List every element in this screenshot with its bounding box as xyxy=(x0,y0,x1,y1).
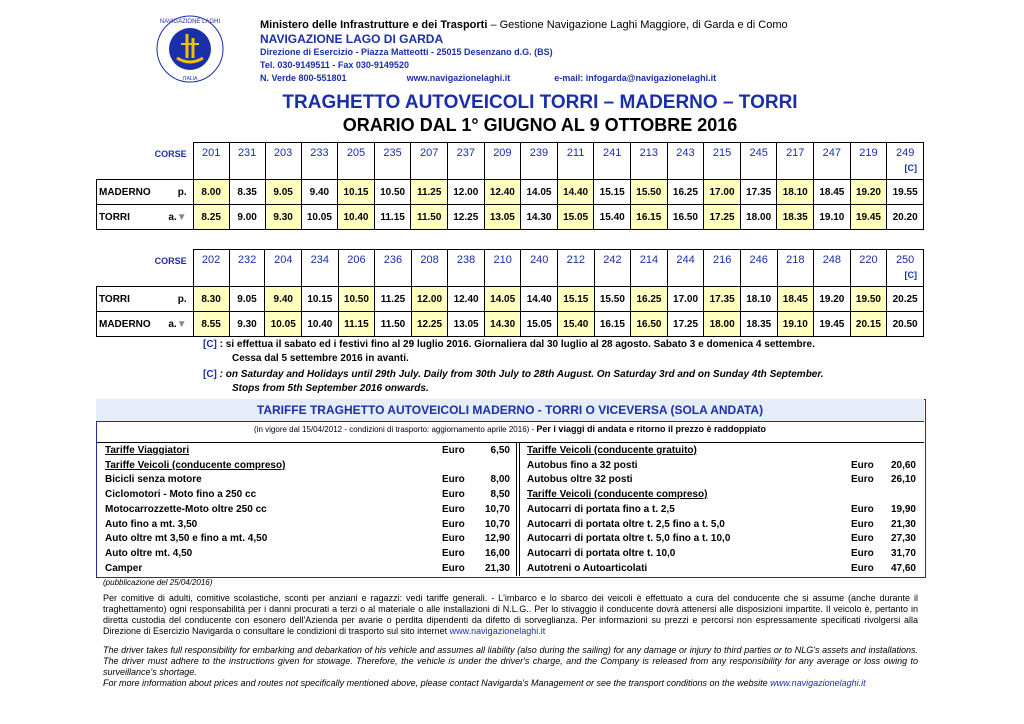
run-number: 250 xyxy=(895,254,915,266)
tariff-price: 20,60 xyxy=(890,459,916,471)
run-number: 217 xyxy=(777,143,814,180)
departure-time: 8.55 xyxy=(193,312,229,337)
tariff-title: TARIFFE TRAGHETTO AUTOVEICOLI MADERNO - TORRI O VICEVERSA (SOLA ANDATA) xyxy=(96,399,924,422)
tariff-label: Camper xyxy=(105,562,143,574)
run-note: [C] xyxy=(904,163,917,173)
departure-time: 18.45 xyxy=(777,287,814,312)
departure-time: 11.25 xyxy=(411,180,448,205)
arrow-down-icon: ▼ xyxy=(176,318,187,330)
run-number: 241 xyxy=(594,143,631,180)
run-number: 245 xyxy=(740,143,777,180)
departure-time: 11.15 xyxy=(338,312,375,337)
run-number: 216 xyxy=(704,250,741,287)
departure-time: 19.10 xyxy=(814,205,851,230)
tariff-label: Auto oltre mt. 4,50 xyxy=(105,547,193,559)
divider xyxy=(516,442,517,576)
tariff-label: Autobus fino a 32 posti xyxy=(527,459,638,471)
run-number: 242 xyxy=(594,250,631,287)
tariff-price: 16,00 xyxy=(484,547,510,559)
departure-time: 19.10 xyxy=(777,312,814,337)
departure-time: 17.25 xyxy=(667,312,704,337)
run-number: 203 xyxy=(265,143,301,180)
publication-date: (pubblicazione del 25/04/2016) xyxy=(103,578,213,587)
departure-time: 18.35 xyxy=(740,312,777,337)
corse-label: CORSE xyxy=(154,255,187,266)
tariff-price: 8,00 xyxy=(490,474,510,486)
tariff-currency: Euro xyxy=(442,547,465,559)
departure-time: 12.40 xyxy=(484,180,521,205)
tariff-price: 31,70 xyxy=(890,547,916,559)
departure-time: 15.50 xyxy=(631,180,668,205)
tariff-currency: Euro xyxy=(442,503,465,515)
departure-time: 12.00 xyxy=(447,180,484,205)
departure-time: 14.05 xyxy=(521,180,558,205)
departure-time: 16.15 xyxy=(594,312,631,337)
departure-time: 16.15 xyxy=(631,205,668,230)
run-number: 233 xyxy=(301,143,338,180)
tariff-label: Autocarri di portata oltre t. 5,0 fino a t. 10,0 xyxy=(527,533,731,545)
tariff-price: 12,90 xyxy=(484,533,510,545)
departure-time: 16.25 xyxy=(667,180,704,205)
svg-text:NAVIGAZIONE LAGHI: NAVIGAZIONE LAGHI xyxy=(159,19,221,25)
divider xyxy=(96,442,924,443)
departure-time: 15.40 xyxy=(594,205,631,230)
run-number: 240 xyxy=(521,250,558,287)
departure-time: 14.40 xyxy=(557,180,594,205)
note-en-2: Stops from 5th September 2016 onwards. xyxy=(232,383,429,394)
departure-time: 15.15 xyxy=(594,180,631,205)
departure-time: 12.00 xyxy=(411,287,448,312)
contact-line: N. Verde 800-551801 www.navigazionelaghi.it e-mail: infogarda@navigazionelaghi.it xyxy=(260,73,717,83)
tariff-validity: (in vigore dal 15/04/2012 - condizioni di trasporto: aggiornamento aprile 2016) - Per i viaggi di andata e ritorno il prezzo è raddoppiato xyxy=(254,424,766,434)
tariff-price: 27,30 xyxy=(890,533,916,545)
tariff-label: Auto oltre mt 3,50 e fino a mt. 4,50 xyxy=(105,533,268,545)
departure-time: 15.15 xyxy=(558,287,595,312)
run-number: 244 xyxy=(667,250,704,287)
departure-time: 20.25 xyxy=(887,287,924,312)
svg-text:ITALIA: ITALIA xyxy=(182,76,198,82)
departure-time: 19.55 xyxy=(887,180,924,205)
ministry-line: Ministero delle Infrastrutture e dei Trasporti – Gestione Navigazione Laghi Maggiore, di Garda e di Como xyxy=(260,19,788,31)
tariff-currency: Euro xyxy=(442,489,465,501)
note-en: [C] : on Saturday and Holidays until 29th July. Daily from 30th July to 28th August. On Saturday 3rd and on Sunday 4th September. xyxy=(203,369,824,380)
departure-time: 18.10 xyxy=(740,287,777,312)
tariff-currency: Euro xyxy=(442,533,465,545)
tariff-currency: Euro xyxy=(851,562,874,574)
run-number xyxy=(887,250,924,287)
tariff-currency: Euro xyxy=(851,547,874,559)
departure-time: 20.15 xyxy=(850,312,887,337)
departure-time: 15.40 xyxy=(558,312,595,337)
departure-time: 10.05 xyxy=(265,312,302,337)
run-number: 235 xyxy=(374,143,411,180)
run-number: 215 xyxy=(704,143,741,180)
tariff-currency: Euro xyxy=(851,474,874,486)
departure-time: 9.30 xyxy=(265,205,301,230)
tariff-label: Tariffe Veicoli (conducente compreso) xyxy=(105,459,286,471)
note-it-2: Cessa dal 5 settembre 2016 in avanti. xyxy=(232,353,409,364)
stop-flag: p. xyxy=(158,287,193,312)
departure-time: 16.50 xyxy=(667,205,704,230)
departure-time: 15.05 xyxy=(557,205,594,230)
departure-time: 19.20 xyxy=(814,287,851,312)
departure-time: 20.50 xyxy=(887,312,924,337)
departure-time: 13.05 xyxy=(484,205,521,230)
address: Direzione di Esercizio - Piazza Matteotti - 25015 Desenzano d.G. (BS) xyxy=(260,47,553,57)
run-number: 207 xyxy=(411,143,448,180)
run-note: [C] xyxy=(904,270,917,280)
page-title: TRAGHETTO AUTOVEICOLI TORRI – MADERNO – TORRI xyxy=(282,92,798,113)
departure-time: 10.50 xyxy=(374,180,411,205)
departure-time: 19.20 xyxy=(850,180,887,205)
tariff-label: Tariffe Veicoli (conducente compreso) xyxy=(527,489,708,501)
navigarda-logo xyxy=(155,14,225,84)
tariff-price: 10,70 xyxy=(484,518,510,530)
run-number: 231 xyxy=(229,143,265,180)
departure-time: 13.05 xyxy=(448,312,485,337)
departure-time: 9.40 xyxy=(301,180,338,205)
departure-time: 17.35 xyxy=(704,287,741,312)
tariff-label: Auto fino a mt. 3,50 xyxy=(105,518,198,530)
run-number: 206 xyxy=(338,250,375,287)
departure-time: 17.00 xyxy=(704,180,741,205)
stop-name: MADERNO xyxy=(97,180,159,205)
run-number: 238 xyxy=(448,250,485,287)
departure-time: 14.40 xyxy=(521,287,558,312)
note-it: [C] : si effettua il sabato ed i festivi fino al 29 luglio 2016. Giornaliera dal 30 luglio al 28 agosto. Sabato 3 e domenica 4 settembre. xyxy=(203,339,815,350)
header-block xyxy=(260,18,788,85)
tariff-price: 21,30 xyxy=(484,562,510,574)
run-number: 219 xyxy=(850,143,887,180)
tariff-price: 26,10 xyxy=(890,474,916,486)
run-number: 209 xyxy=(484,143,521,180)
departure-time: 9.05 xyxy=(265,180,301,205)
run-number: 210 xyxy=(484,250,521,287)
departure-time: 10.05 xyxy=(301,205,338,230)
run-number xyxy=(887,143,924,180)
run-number: 237 xyxy=(447,143,484,180)
departure-time: 8.25 xyxy=(193,205,229,230)
tariff-currency: Euro xyxy=(442,518,465,530)
departure-time: 14.05 xyxy=(484,287,521,312)
departure-time: 12.25 xyxy=(447,205,484,230)
stop-name: TORRI xyxy=(97,205,159,230)
departure-time: 12.40 xyxy=(448,287,485,312)
tariff-label: Tariffe Veicoli (conducente gratuito) xyxy=(527,445,697,456)
footer-it: Per comitive di adulti, comitive scolastiche, sconti per anziani e ragazzi: vedi tariffe generali. - L'imbarco e lo sbarco dei veicoli è effettuato a cura del conducente che si assume (anche durante il traghettamento) ogni responsabilità per i danni procurati a terzi o al materiale o alle installazioni di N.L.G.. Per lo stivaggio il conducente dovrà attenersi alle disposizioni impartite. Il veicolo è, pertanto in diretta custodia del conducente con esonero dell'Azienda per avarie o perdita dipendenti da difetto di sorveglianza. Per informazioni su prezzi e percorsi non espressamente specificati rivolgersi alla Direzione di Esercizio Navigarda o consultare le condizioni di trasporto sul sito internet www.navigazionelaghi.it xyxy=(103,593,918,636)
departure-time: 15.50 xyxy=(594,287,631,312)
stop-flag: p. xyxy=(158,180,193,205)
tariff-price: 8,50 xyxy=(490,489,510,501)
run-number: 201 xyxy=(193,143,229,180)
tariff-price: 47,60 xyxy=(890,562,916,574)
departure-time: 11.50 xyxy=(375,312,412,337)
departure-time: 19.45 xyxy=(814,312,851,337)
departure-time: 8.30 xyxy=(193,287,229,312)
departure-time: 18.10 xyxy=(777,180,814,205)
departure-time: 19.50 xyxy=(850,287,887,312)
departure-time: 18.35 xyxy=(777,205,814,230)
timetable-maderno-bound xyxy=(96,249,924,337)
run-number: 236 xyxy=(375,250,412,287)
tariff-price: 6,50 xyxy=(490,445,510,456)
page-subtitle: ORARIO DAL 1° GIUGNO AL 9 OTTOBRE 2016 xyxy=(342,115,738,135)
departure-time: 9.05 xyxy=(229,287,265,312)
stop-name: TORRI xyxy=(97,287,159,312)
departure-time: 12.25 xyxy=(411,312,448,337)
website-link[interactable]: www.navigazionelaghi.it xyxy=(449,626,546,636)
run-number: 248 xyxy=(814,250,851,287)
run-number: 234 xyxy=(302,250,339,287)
departure-time: 19.45 xyxy=(850,205,887,230)
tariff-currency: Euro xyxy=(442,474,465,486)
departure-time: 10.50 xyxy=(338,287,375,312)
tariff-price: 10,70 xyxy=(484,503,510,515)
tariff-currency: Euro xyxy=(442,445,465,456)
tariff-label: Motocarrozzette-Moto oltre 250 cc xyxy=(105,503,267,515)
website-link[interactable]: www.navigazionelaghi.it xyxy=(770,678,866,688)
departure-time: 18.00 xyxy=(740,205,777,230)
tariff-currency: Euro xyxy=(851,459,874,471)
departure-time: 11.15 xyxy=(374,205,411,230)
run-number: 208 xyxy=(411,250,448,287)
run-number: 205 xyxy=(338,143,375,180)
departure-time: 17.35 xyxy=(740,180,777,205)
run-number: 218 xyxy=(777,250,814,287)
departure-time: 16.25 xyxy=(631,287,668,312)
departure-time: 16.50 xyxy=(631,312,668,337)
departure-time: 17.25 xyxy=(704,205,741,230)
tariff-currency: Euro xyxy=(442,562,465,574)
run-number: 202 xyxy=(193,250,229,287)
tariff-label: Autocarri di portata oltre t. 2,5 fino a t. 5,0 xyxy=(527,518,725,530)
departure-time: 18.45 xyxy=(814,180,851,205)
run-number: 249 xyxy=(895,147,915,159)
timetable-torri-bound xyxy=(96,142,924,230)
divider xyxy=(519,442,520,576)
corse-label: CORSE xyxy=(154,148,187,159)
stop-name: MADERNO xyxy=(97,312,159,337)
departure-time: 9.40 xyxy=(265,287,302,312)
tariff-label: Tariffe Viaggiatori xyxy=(105,445,190,456)
departure-time: 9.30 xyxy=(229,312,265,337)
departure-time: 15.05 xyxy=(521,312,558,337)
departure-time: 10.40 xyxy=(302,312,339,337)
departure-time: 10.15 xyxy=(302,287,339,312)
tariff-label: Bicicli senza motore xyxy=(105,474,202,486)
departure-time: 14.30 xyxy=(521,205,558,230)
run-number: 214 xyxy=(631,250,668,287)
run-number: 246 xyxy=(740,250,777,287)
departure-time: 8.35 xyxy=(229,180,265,205)
tariff-price: 19,90 xyxy=(890,503,916,515)
tariff-label: Autobus oltre 32 posti xyxy=(527,474,633,486)
tariff-currency: Euro xyxy=(851,533,874,545)
departure-time: 11.50 xyxy=(411,205,448,230)
footer-en: The driver takes full responsibility for embarking and debarkation of his vehicle and assumes all liability (also during the sailing) for any damage or injury to third parties or to NLG's assets and installations. The driver must adhere to the instructions given for stowage. Therefore, the vehicle is under the driver's charge, and the Company is released from any responsibility for any average or loss owing to surveillance's shortage. For more information about prices and routes not specifically mentioned above, please contact Navigarda's Management or see the transport conditions on the website www.navigazionelaghi.it xyxy=(103,645,918,688)
departure-time: 11.25 xyxy=(375,287,412,312)
run-number: 239 xyxy=(521,143,558,180)
tariff-currency: Euro xyxy=(851,518,874,530)
tariff-price: 21,30 xyxy=(890,518,916,530)
run-number: 212 xyxy=(558,250,595,287)
departure-time: 14.30 xyxy=(484,312,521,337)
run-number: 213 xyxy=(631,143,668,180)
tariff-label: Autocarri di portata fino a t. 2,5 xyxy=(527,503,675,515)
stop-flag: a.▼ xyxy=(158,205,193,230)
departure-time: 9.00 xyxy=(229,205,265,230)
departure-time: 8.00 xyxy=(193,180,229,205)
org-name: NAVIGAZIONE LAGO DI GARDA xyxy=(260,32,444,46)
run-number: 243 xyxy=(667,143,704,180)
tariff-label: Ciclomotori - Moto fino a 250 cc xyxy=(105,489,257,501)
departure-time: 10.15 xyxy=(338,180,375,205)
run-number: 232 xyxy=(229,250,265,287)
run-number: 211 xyxy=(557,143,594,180)
stop-flag: a.▼ xyxy=(158,312,193,337)
tariff-label: Autotreni o Autoarticolati xyxy=(527,562,648,574)
run-number: 220 xyxy=(850,250,887,287)
departure-time: 18.00 xyxy=(704,312,741,337)
phone: Tel. 030-9149511 - Fax 030-9149520 xyxy=(260,60,409,70)
run-number: 247 xyxy=(814,143,851,180)
run-number: 204 xyxy=(265,250,302,287)
departure-time: 17.00 xyxy=(667,287,704,312)
departure-time: 10.40 xyxy=(338,205,375,230)
tariff-currency: Euro xyxy=(851,503,874,515)
tariff-label: Autocarri di portata oltre t. 10,0 xyxy=(527,547,676,559)
departure-time: 20.20 xyxy=(887,205,924,230)
arrow-down-icon: ▼ xyxy=(176,211,187,223)
